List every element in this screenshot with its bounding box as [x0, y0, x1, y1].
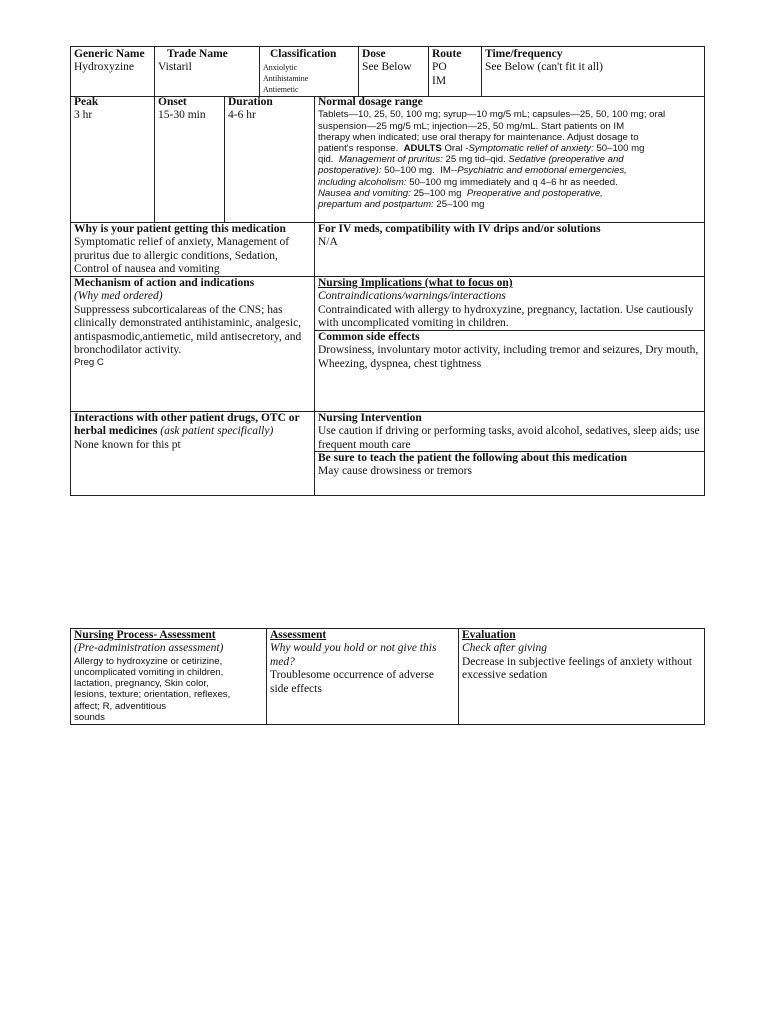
dosage-line: [318, 154, 701, 165]
onset-cell: [155, 96, 224, 123]
dosage-line: [318, 177, 701, 188]
side-effects-cell: [315, 331, 704, 371]
evaluation-cell: [459, 629, 704, 683]
peak-cell: [71, 96, 154, 123]
sedative-dose: 50–100 mg.: [384, 165, 435, 177]
duration-value: 4-6 hr: [228, 109, 256, 122]
dosage-fragment: patient's response.: [318, 143, 399, 155]
nausea-dose: 25–100 mg: [413, 187, 462, 199]
interactions-header: [74, 412, 311, 439]
assessment-subheader: Why would you hold or not give this med?: [270, 642, 437, 668]
dose-cell: [359, 48, 428, 75]
classification-value: Antihistamine: [263, 74, 309, 84]
assessment-line: lesions, texture; orientation, reflexes,: [74, 689, 231, 701]
assessment-line: uncomplicated vomiting in children,: [74, 667, 224, 679]
onset-value: 15-30 min: [158, 109, 206, 122]
interactions-label: Interactions with other patient drugs, OTC or herbal medicines: [74, 412, 300, 438]
interactions-cell: [71, 412, 314, 452]
nursing-intervention-cell: [315, 412, 704, 452]
duration-cell: [225, 96, 314, 123]
classification-cell: [260, 48, 358, 95]
time-frequency-cell: [482, 48, 704, 75]
classification-value: Antiemetic: [263, 85, 299, 95]
assessment-process-text: [74, 656, 263, 723]
adults-label: ADULTS: [403, 143, 442, 155]
dosage-line: [318, 199, 701, 210]
side-effects-text: Drowsiness, involuntary motor activity, including tremor and seizures, Dry mouth, Wheezing, dyspnea, chest tightness: [318, 344, 699, 370]
generic-name-cell: [71, 48, 154, 75]
nursing-implications-subheader: Contraindications/warnings/interactions: [318, 290, 506, 303]
sedative-label: postoperative):: [318, 165, 382, 177]
interactions-sublabel: (ask patient specifically): [160, 425, 274, 438]
evaluation-subheader: Check after giving: [462, 642, 547, 655]
duration-header: Duration: [228, 96, 273, 108]
im-label: IM--: [440, 165, 458, 177]
dosage-line: Tablets—10, 25, 50, 100 mg; syrup—10 mg/5 mL; capsules—25, 50, 100 mg; oral: [318, 109, 666, 121]
prepartum-dose: 25–100 mg: [436, 199, 485, 211]
why-medication-text: Symptomatic relief of anxiety, Management of pruritus due to allergic conditions, Sedation, Control of nausea and vomiting: [74, 236, 290, 276]
mechanism-cell: [71, 277, 314, 369]
prepartum-label: prepartum and postpartum:: [318, 199, 434, 211]
dosage-line: suspension—25 mg/5 mL; injection—25, 50 mg/mL. Start patients on IM: [318, 120, 625, 132]
onset-header: Onset: [158, 96, 187, 108]
evaluation-header: Evaluation: [462, 629, 516, 641]
peak-header: Peak: [74, 96, 99, 108]
teach-patient-text: May cause drowsiness or tremors: [318, 465, 472, 478]
sedative-label: Sedative (preoperative and: [508, 154, 624, 166]
iv-compatibility-cell: [315, 223, 704, 250]
dosage-line: [318, 188, 701, 199]
time-frequency-header: Time/frequency: [485, 48, 563, 60]
assessment-process-header: Nursing Process- Assessment: [74, 629, 216, 641]
route-value: PO: [432, 61, 447, 74]
assessment-line: sounds: [74, 711, 105, 723]
anxiety-dose: 50–100 mg: [596, 143, 645, 155]
teach-patient-header: Be sure to teach the patient the following about this medication: [318, 452, 628, 464]
classification-header: Classification: [270, 48, 337, 60]
nursing-implications-header: Nursing Implications (what to focus on): [318, 277, 513, 289]
evaluation-text: Decrease in subjective feelings of anxiety without excessive sedation: [462, 655, 692, 682]
pregnancy-category: Preg C: [74, 357, 104, 369]
generic-name-value: Hydroxyzine: [74, 61, 135, 74]
oral-label: Oral: [444, 143, 463, 155]
time-frequency-value: See Below (can't fit it all): [485, 61, 603, 74]
assessment-text: Troublesome occurrence of adverse side effects: [270, 669, 435, 695]
dose-value: See Below: [362, 61, 412, 74]
dosage-range-text: [318, 109, 701, 210]
route-header: Route: [432, 48, 462, 60]
iv-compatibility-text: N/A: [318, 236, 338, 249]
preop-label: Preoperative and postoperative,: [466, 187, 603, 199]
nursing-intervention-header: Nursing Intervention: [318, 412, 422, 424]
alcohol-label: including alcoholism:: [318, 176, 407, 188]
mechanism-text: Suppressess subcorticalareas of the CNS; has clinically demonstrated antihistaminic, analgesic, antispasmodic,antiemetic, mild antisecretory, and bronchodilator activity.: [74, 303, 302, 357]
why-medication-header: Why is your patient getting this medication: [74, 223, 286, 235]
dosage-fragment: qid.: [318, 154, 334, 166]
assessment-line: affect; R, adventitious: [74, 700, 167, 712]
assessment-header: Assessment: [270, 629, 327, 641]
psych-label: Psychiatric and emotional emergencies,: [457, 165, 627, 177]
nursing-implications-cell: [315, 277, 704, 331]
side-effects-header: Common side effects: [318, 331, 420, 343]
mechanism-subheader: (Why med ordered): [74, 290, 163, 303]
iv-compatibility-header: For IV meds, compatibility with IV drips and/or solutions: [318, 223, 601, 235]
nursing-implications-text: Contraindicated with allergy to hydroxyzine, pregnancy, lactation. Use cautiously with uncomplicated vomiting in children.: [318, 303, 694, 330]
assessment-process-cell: [71, 629, 266, 723]
alcohol-dose: 50–100 mg immediately and q 4–6 hr as needed.: [409, 176, 618, 188]
assessment-line: Allergy to hydroxyzine or cetirizine,: [74, 655, 223, 667]
pruritus-dose: 25 mg tid–qid.: [445, 154, 506, 166]
assessment-cell: [267, 629, 458, 696]
dosage-range-header: Normal dosage range: [318, 96, 423, 108]
route-cell: [429, 48, 481, 88]
dosage-line: therapy when indicated; use oral therapy for maintenance. Adjust dosage to: [318, 131, 639, 143]
why-medication-cell: [71, 223, 314, 276]
mechanism-header: Mechanism of action and indications: [74, 277, 255, 289]
classification-value: Anxiolytic: [263, 63, 298, 73]
anxiety-label: Symptomatic relief of anxiety:: [468, 143, 594, 155]
trade-name-cell: [155, 48, 259, 75]
dose-header: Dose: [362, 48, 386, 60]
route-value: IM: [432, 74, 447, 87]
peak-value: 3 hr: [74, 109, 93, 122]
interactions-text: None known for this pt: [74, 438, 181, 451]
generic-name-header: Generic Name: [74, 48, 145, 60]
dosage-line: patient's response. ADULTS Oral -Symptomatic relief of anxiety: 50–100 mg: [318, 143, 645, 155]
trade-name-header: Trade Name: [167, 48, 228, 60]
nausea-label: Nausea and vomiting:: [318, 187, 411, 199]
trade-name-value: Vistaril: [158, 61, 192, 74]
assessment-line: lactation, pregnancy, Skin color,: [74, 678, 209, 690]
pruritus-label: Management of pruritus:: [338, 154, 443, 166]
nursing-intervention-text: Use caution if driving or performing tasks, avoid alcohol, sedatives, sleep aids; use frequent mouth care: [318, 425, 700, 451]
dosage-line: [318, 165, 701, 176]
assessment-process-subheader: (Pre-administration assessment): [74, 642, 224, 655]
teach-patient-cell: [315, 452, 704, 479]
dosage-range-cell: [315, 96, 704, 210]
